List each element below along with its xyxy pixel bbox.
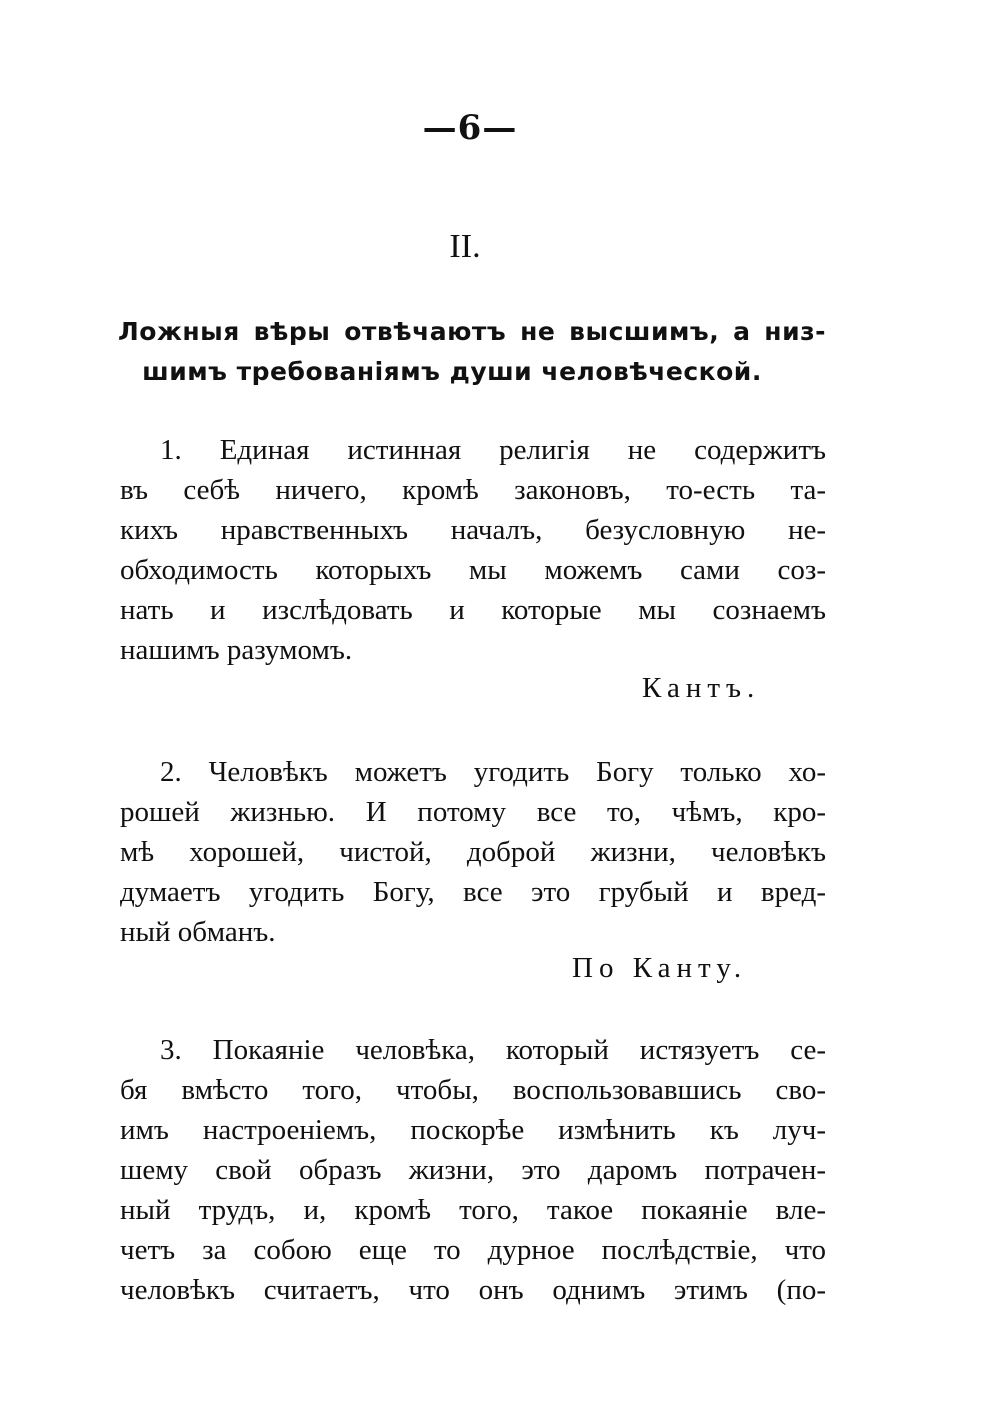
text-line: 2. Человѣкъ можетъ угодить Богу только хо- [160, 756, 826, 788]
text-line: мѣ хорошей, чистой, доброй жизни, человѣкъ [120, 836, 826, 868]
quote-paragraph-3 [120, 1030, 826, 1310]
text-line: ный обманъ. [120, 916, 276, 948]
quote-paragraph-1 [120, 430, 826, 670]
quote-attribution-1: Кантъ. [642, 672, 761, 704]
page-number: —6— [422, 108, 518, 148]
text-line: ный трудъ, и, кромѣ того, такое покаяніе вле- [120, 1194, 826, 1226]
text-line: имъ настроеніемъ, поскорѣе измѣнить къ луч- [120, 1114, 826, 1146]
text-line: нать и изслѣдовать и которые мы сознаемъ [120, 594, 826, 626]
text-line: думаетъ угодить Богу, все это грубый и вред- [120, 876, 826, 908]
chapter-number: II. [449, 228, 481, 265]
chapter-title-line: шимъ требованіямъ души человѣческой. [142, 357, 762, 386]
text-line: шему свой образъ жизни, это даромъ потрачен- [120, 1154, 826, 1186]
text-line: нашимъ разумомъ. [120, 634, 353, 666]
quote-paragraph-2 [120, 752, 826, 952]
text-line: 1. Единая истинная религія не содержитъ [160, 434, 826, 466]
text-line: четъ за собою еще то дурное послѣдствіе, что [120, 1234, 826, 1266]
chapter-title-line: Ложныя вѣры отвѣчаютъ не высшимъ, а низ- [118, 317, 826, 346]
text-line: рошей жизнью. И потому все то, чѣмъ, кро- [120, 796, 826, 828]
text-line: обходимость которыхъ мы можемъ сами соз- [120, 554, 826, 586]
quote-attribution-2: По Канту. [572, 952, 748, 984]
text-line: человѣкъ считаетъ, что онъ однимъ этимъ (по- [120, 1274, 826, 1306]
chapter-title [118, 312, 826, 392]
text-line: бя вмѣсто того, чтобы, воспользовавшись сво- [120, 1074, 826, 1106]
text-line: кихъ нравственныхъ началъ, безусловную не- [120, 514, 826, 546]
text-line: 3. Покаяніе человѣка, который истязуетъ се- [160, 1034, 826, 1066]
text-line: въ себѣ ничего, кромѣ законовъ, то-есть та- [120, 474, 826, 506]
